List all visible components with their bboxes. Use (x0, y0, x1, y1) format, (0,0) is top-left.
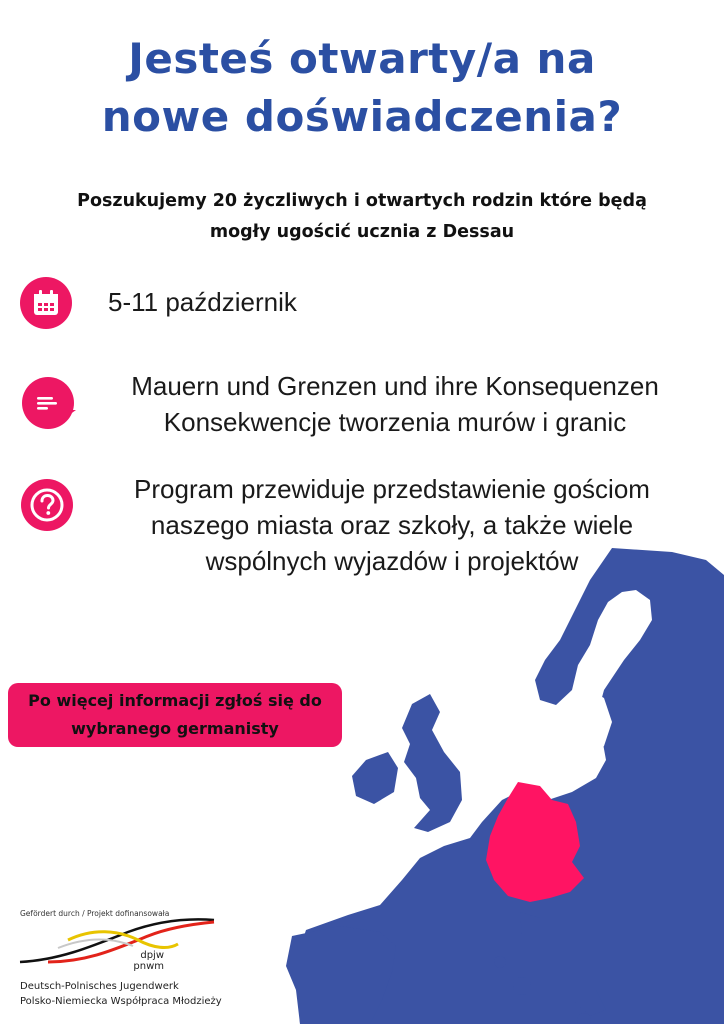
abbr-de: dpjw (140, 950, 164, 961)
program-line-2: naszego miasta oraz szkoły, a także wiele (150, 510, 634, 540)
topic-line-pl: Konsekwencje tworzenia murów i granic (163, 407, 627, 437)
topic-line-de: Mauern und Grenzen und ihre Konsequenzen (131, 371, 659, 401)
cta-line-1: Po więcej informacji zgłoś się do (28, 691, 322, 710)
org-name-pl: Polsko-Niemiecka Współpraca Młodzieży (20, 996, 222, 1007)
logo-abbreviation (114, 950, 164, 972)
topic-text (90, 368, 700, 440)
message-icon (22, 377, 74, 429)
program-text (104, 471, 680, 579)
question-icon (21, 479, 73, 531)
message-icon-tail (62, 410, 76, 420)
ireland-shape (352, 752, 398, 804)
great-britain-shape (402, 694, 462, 832)
calendar-icon (20, 277, 72, 329)
sponsor-caption: Gefördert durch / Projekt dofinansowała (20, 909, 170, 918)
program-line-3: wspólnych wyjazdów i projektów (205, 546, 579, 576)
page-title (0, 30, 724, 146)
page-subtitle (20, 186, 704, 248)
title-line-1: Jesteś otwarty/a na (128, 34, 596, 83)
event-date: 5-11 październik (108, 287, 297, 317)
abbr-pl: pnwm (133, 961, 164, 972)
program-line-1: Program przewiduje przedstawienie gościom (134, 474, 650, 504)
cta-line-2: wybranego germanisty (71, 719, 279, 738)
subtitle-line-1: Poszukujemy 20 życzliwych i otwartych rodzin które będą (77, 191, 647, 211)
contact-germanist-banner (8, 683, 342, 747)
subtitle-line-2: mogły ugościć ucznia z Dessau (209, 222, 515, 242)
title-line-2: nowe doświadczenia? (101, 92, 623, 141)
org-name-de: Deutsch-Polnisches Jugendwerk (20, 981, 179, 992)
